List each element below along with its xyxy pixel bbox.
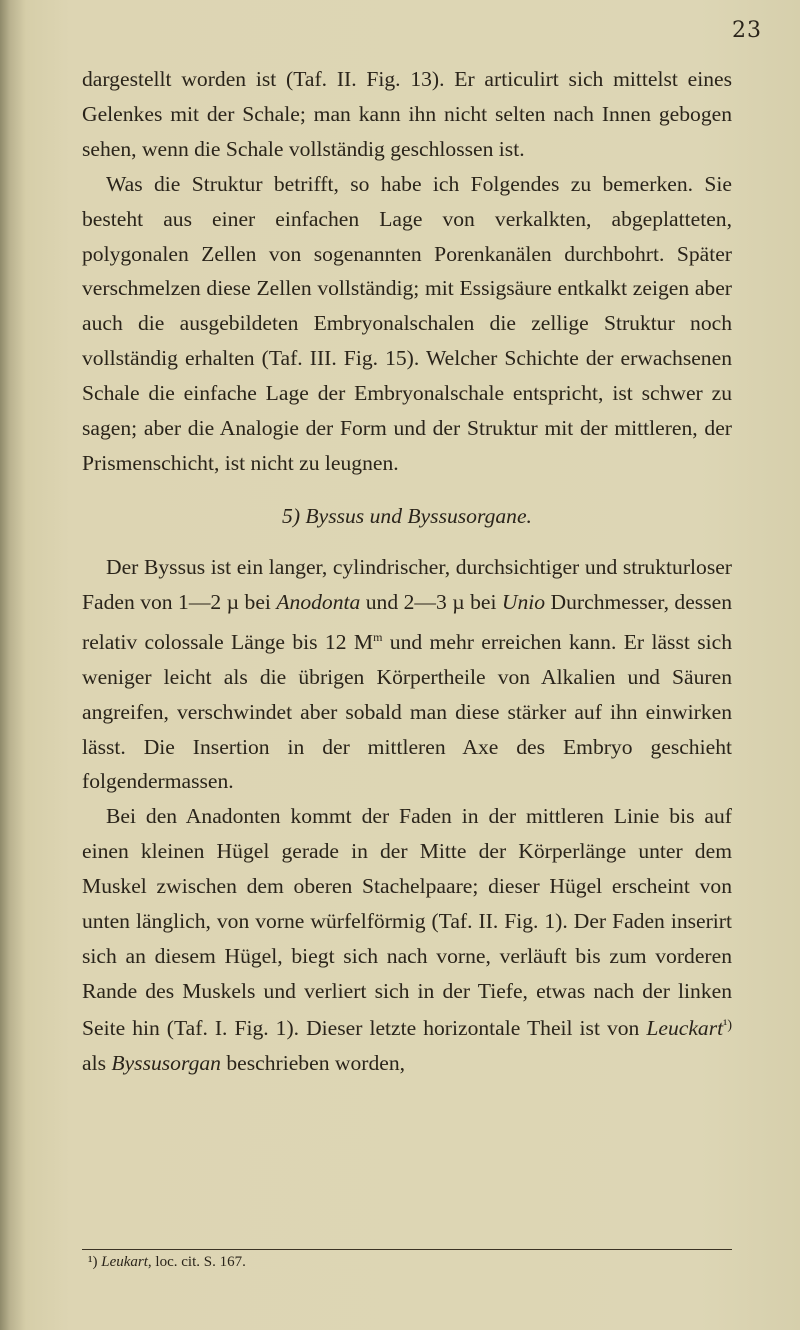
footnote-ref: ¹) (723, 1017, 732, 1033)
footnote-author: Leukart (101, 1254, 148, 1270)
paragraph-4 (82, 799, 732, 1080)
footnote-rule (82, 1249, 732, 1250)
text-run: Durchmesser, dessen relativ colossale Länge bis 12 M (82, 589, 732, 654)
text-run: beschrieben worden, (220, 1050, 406, 1075)
text-run: Bei den Anadonten kommt der Faden in der mittleren Linie bis auf einen kleinen Hügel gerade in der Mitte der Körperlänge unter dem Muskel zwischen dem oberen Stachelpaare; dieser Hügel erscheint von unten länglich, von vorne würfelförmig (Taf. II. Fig. 1). Der Faden inserirt sich an diesem Hügel, biegt sich nach vorne, verläuft bis zum vorderen Rande des Muskels und verliert sich in der Tiefe, etwas nach der linken Seite hin (Taf. I. Fig. 1). Dieser letzte horizontale Theil ist von (82, 804, 732, 1040)
body-text (82, 62, 732, 1081)
text-run: und mehr erreichen kann. Er lässt sich weniger leicht als die übrigen Körpertheile von Alkalien und Säuren angreifen, verschwindet aber sobald man diese stärker auf ihn einwirken lässt. Die Insertion in der mittleren Axe des Embryo geschieht folgendermassen. (82, 629, 732, 794)
paragraph-2: Was die Struktur betrifft, so habe ich Folgendes zu bemerken. Sie besteht aus einer einfachen Lage von verkalkten, abgeplatteten, polygonalen Zellen von sogenannten Porenkanälen durchbohrt. Später verschmelzen diese Zellen vollständig; mit Essigsäure entkalkt zeigen aber auch die ausgebildeten Embryonalschalen die zellige Struktur noch vollständig erhalten (Taf. III. Fig. 15). Welcher Schichte der erwachsenen Schale die einfache Lage der Embryonalschale entspricht, ist schwer zu sagen; aber die Analogie der Form und der Struktur mit der mittleren, der Prismenschicht, ist nicht zu leugnen. (82, 171, 732, 475)
text-run: als (82, 1050, 112, 1075)
section-heading: 5) Byssus und Byssusorgane. (282, 503, 532, 528)
author-leuckart: Leuckart (646, 1015, 724, 1040)
paragraph-1: dargestellt worden ist (Taf. II. Fig. 13). Er articulirt sich mittelst eines Gelenkes mit der Schale; man kann ihn nicht selten nach Innen gebogen sehen, wenn die Schale vollständig geschlossen ist. (82, 67, 732, 161)
paragraph-3 (82, 550, 732, 800)
footnote (88, 1254, 246, 1271)
genus-anodonta: Anodonta (276, 589, 361, 614)
text-run: und 2—3 µ bei (360, 589, 502, 614)
footnote-text: , loc. cit. S. 167. (147, 1254, 246, 1270)
text-run: Der Byssus ist ein langer, cylindrischer, durchsichtiger und strukturloser Faden von 1—2 µ bei (82, 554, 732, 614)
page-number: 23 (732, 18, 762, 43)
term-byssusorgan: Byssusorgan (111, 1050, 221, 1075)
genus-unio: Unio (501, 589, 546, 614)
footnote-mark: ¹) (88, 1254, 98, 1270)
unit-superscript: m (373, 629, 383, 644)
